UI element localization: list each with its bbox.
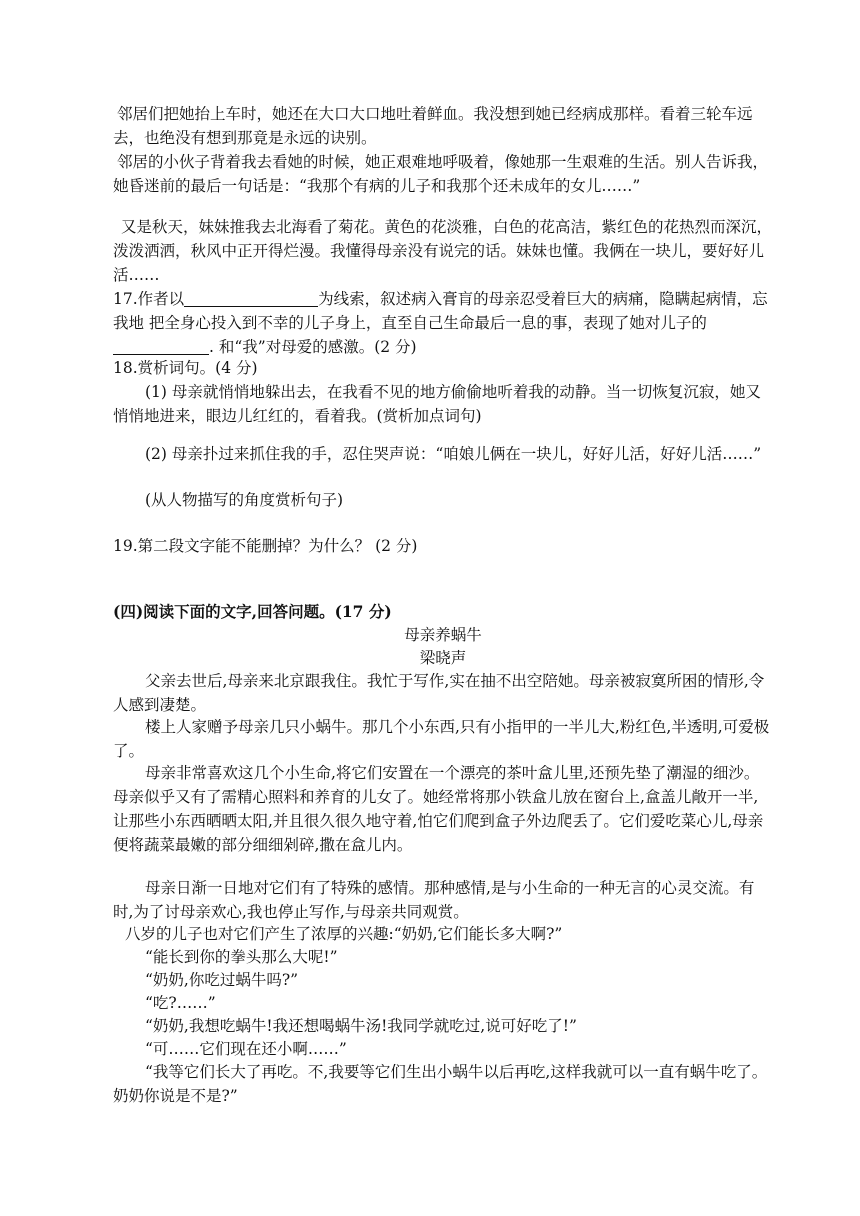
answer-blank-clue[interactable] bbox=[184, 289, 318, 307]
question-18-part-2-note: (从人物描写的角度赏析句子) bbox=[145, 491, 344, 509]
article-paragraph-1: 父亲去世后,母亲来北京跟我住。我忙于写作,实在抽不出空陪她。母亲被寂寞所困的情形,令人感到凄楚。 bbox=[113, 672, 765, 714]
passage-paragraph-3: 又是秋天，妹妹推我去北海看了菊花。黄色的花淡雅，白色的花高洁，紫红色的花热烈而深沉，泼泼洒洒，秋风中正开得烂漫。我懂得母亲没有说完的话。妹妹也懂。我俩在一块儿，要好好儿活…… bbox=[113, 218, 773, 284]
article-paragraph-3: 母亲非常喜欢这几个小生命,将它们安置在一个漂亮的茶叶盒儿里,还预先垫了潮湿的细沙。母亲似乎又有了需精心照料和养育的儿女了。她经常将那小铁盒儿放在窗台上,盒盖儿敞开一半,让那些小东西晒晒太阳,并且很久很久地守着,怕它们爬到盒子外边爬丢了。它们爱吃菜心儿,母亲便将蔬菜最嫩的部分细细剁碎,撒在盒儿内。 bbox=[113, 764, 764, 854]
article-paragraph-2: 楼上人家赠予母亲几只小蜗牛。那几个小东西,只有小指甲的一半儿大,粉红色,半透明,可爱极了。 bbox=[113, 718, 770, 760]
article-author: 梁晓声 bbox=[419, 649, 467, 667]
passage-paragraph-2: 邻居的小伙子背着我去看她的时候，她正艰难地呼吸着，像她那一生艰难的生活。别人告诉我，她昏迷前的最后一句话是：“我那个有病的儿子和我那个还未成年的女儿……” bbox=[113, 153, 769, 195]
question-18-part-1: (1) 母亲就悄悄地躲出去，在我看不见的地方偷偷地听着我的动静。当一切恢复沉寂，她又悄悄地进来，眼边儿红红的，看着我。(赏析加点词句) bbox=[113, 383, 761, 425]
question-19: 19.第二段文字能不能删掉？为什么？ (2 分) bbox=[113, 537, 418, 555]
question-17-part-c: . 和“我”对母爱的感激。(2 分) bbox=[209, 338, 417, 356]
dialogue-line-2: “能长到你的拳头那么大呢!” bbox=[145, 948, 338, 966]
question-18-title: 18.赏析词句。(4 分) bbox=[113, 359, 258, 377]
question-18-part-2: (2) 母亲扑过来抓住我的手，忍住哭声说：“咱娘儿俩在一块儿，好好儿活，好好儿活……” bbox=[145, 445, 762, 463]
dialogue-line-6: “可……它们现在还小啊……” bbox=[145, 1040, 347, 1058]
answer-blank-love[interactable] bbox=[113, 337, 209, 355]
question-17-part-b: 为线索，叙述病入膏肓的母亲忍受着巨大的病痛，隐瞒起病情，忘我地 把全身心投入到不幸的儿子身上，直至自己生命最后一息的事，表现了她对儿子的 bbox=[113, 290, 768, 332]
question-17 bbox=[113, 287, 773, 359]
article-title: 母亲养蜗牛 bbox=[404, 626, 482, 644]
passage-paragraph-1: 邻居们把她抬上车时，她还在大口大口地吐着鲜血。我没想到她已经病成那样。看着三轮车远去，也绝没有想到那竟是永远的诀别。 bbox=[113, 105, 753, 147]
dialogue-line-1: 八岁的儿子也对它们产生了浓厚的兴趣:“奶奶,它们能长多大啊?” bbox=[125, 925, 563, 943]
dialogue-line-3: “奶奶,你吃过蜗牛吗?” bbox=[145, 971, 299, 989]
dialogue-line-4: “吃?……” bbox=[145, 994, 216, 1012]
dialogue-line-5: “奶奶,我想吃蜗牛!我还想喝蜗牛汤!我同学就吃过,说可好吃了!” bbox=[145, 1017, 577, 1035]
question-17-part-a: 17.作者以 bbox=[113, 290, 185, 308]
dialogue-line-7: “我等它们长大了再吃。不,我要等它们生出小蜗牛以后再吃,这样我就可以一直有蜗牛吃了。奶奶你说是不是?” bbox=[113, 1063, 768, 1105]
section-4-heading: (四)阅读下面的文字,回答问题。(17 分) bbox=[113, 602, 392, 621]
article-paragraph-4: 母亲日渐一日地对它们有了特殊的感情。那种感情,是与小生命的一种无言的心灵交流。有时,为了讨母亲欢心,我也停止写作,与母亲共同观赏。 bbox=[113, 879, 755, 921]
